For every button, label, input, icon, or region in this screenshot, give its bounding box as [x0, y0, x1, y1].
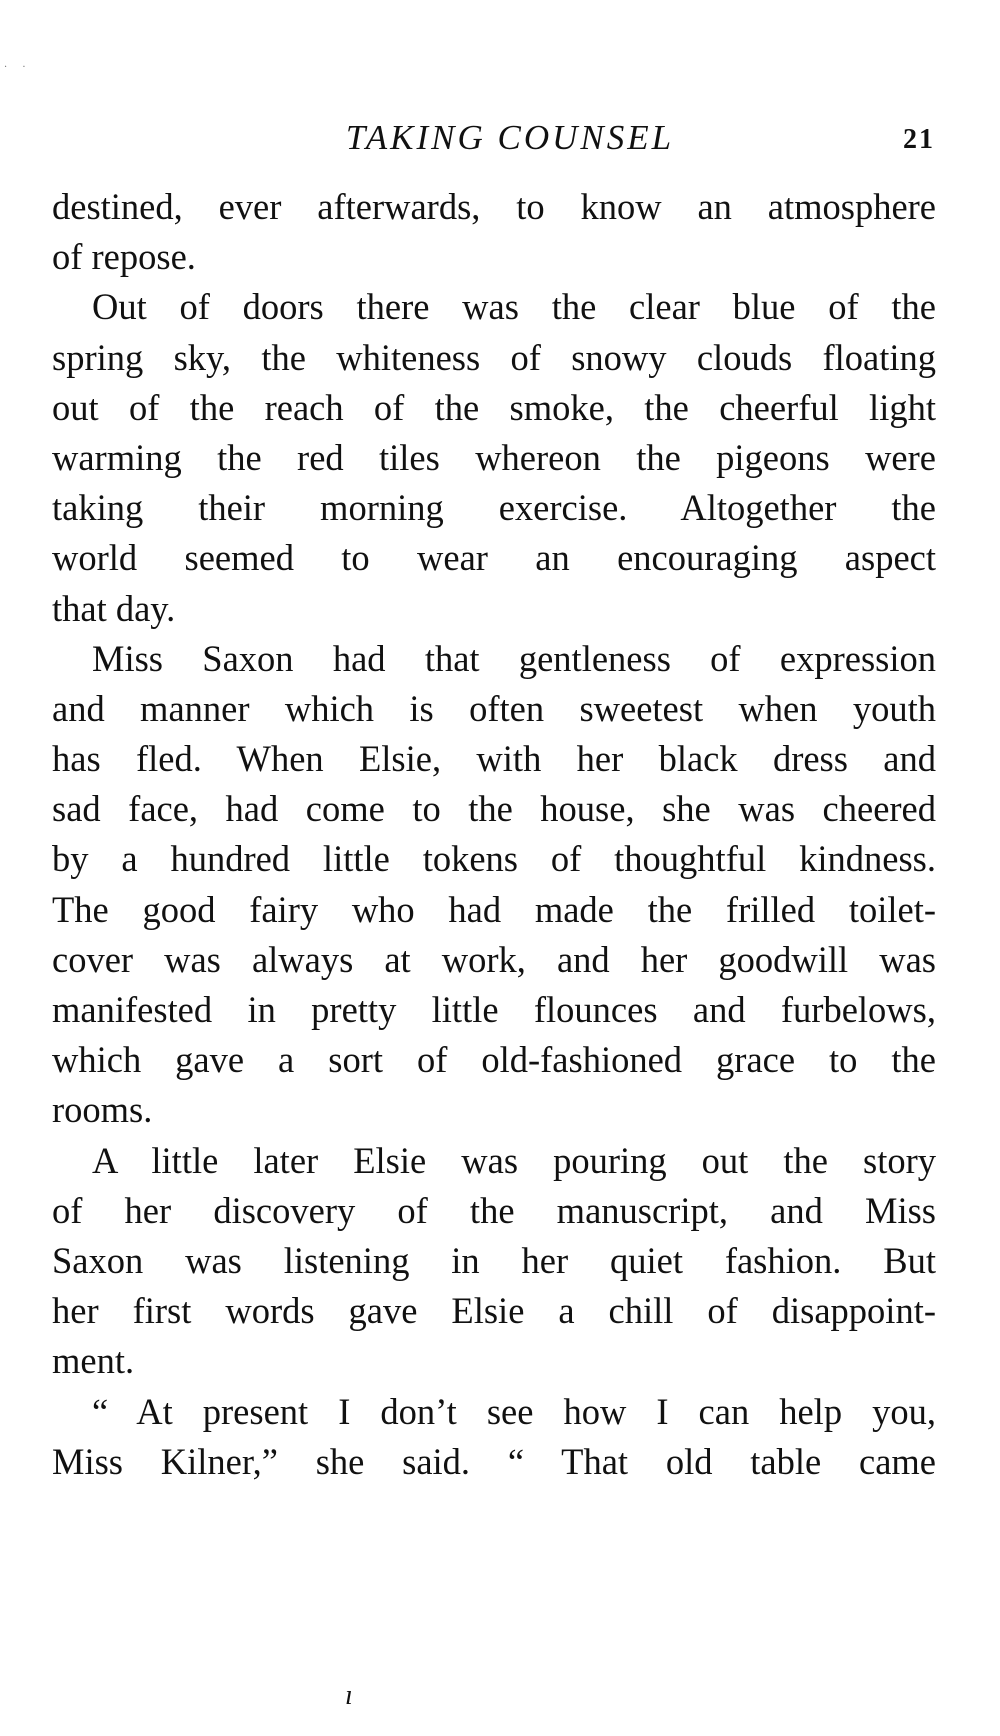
- text-line: rooms.: [52, 1089, 153, 1131]
- text-line: out of the reach of the smoke, the cheerful light: [52, 386, 936, 428]
- text-line: world seemed to wear an encouraging aspect: [52, 537, 936, 579]
- text-line: by a hundred little tokens of thoughtful kindness.: [52, 838, 936, 880]
- body-text: [52, 182, 936, 1487]
- text-line: Miss Saxon had that gentleness of expression: [92, 637, 936, 679]
- text-line: The good fairy who had made the frilled toilet-: [52, 888, 936, 930]
- page-header: [55, 118, 935, 168]
- text-line: taking their morning exercise. Altogether the: [52, 487, 936, 529]
- text-line: destined, ever afterwards, to know an atmosphere: [52, 186, 936, 227]
- text-line: Out of doors there was the clear blue of the: [92, 286, 936, 328]
- text-line: that day.: [52, 587, 176, 629]
- text-line: which gave a sort of old-fashioned grace to the: [52, 1039, 936, 1081]
- text-line: spring sky, the whiteness of snowy clouds floating: [52, 336, 936, 378]
- text-line: manifested in pretty little flounces and furbelows,: [52, 989, 936, 1030]
- text-line: A little later Elsie was pouring out the story: [92, 1139, 936, 1181]
- running-head: TAKING COUNSEL: [345, 118, 675, 157]
- text-line: of her discovery of the manuscript, and Miss: [52, 1189, 936, 1231]
- scan-speck: · ·: [4, 62, 32, 73]
- text-line: “ At present I don’t see how I can help you,: [92, 1390, 936, 1432]
- text-line: ment.: [52, 1340, 135, 1382]
- text-line: her first words gave Elsie a chill of disappoint-: [52, 1290, 936, 1332]
- text-line: cover was always at work, and her goodwill was: [52, 938, 936, 980]
- text-line: warming the red tiles whereon the pigeons were: [52, 436, 936, 478]
- page-number: 21: [903, 124, 935, 155]
- text-line: Miss Kilner,” she said. “ That old table came: [52, 1440, 936, 1482]
- text-line: of repose.: [52, 236, 196, 278]
- footer-mark: ı: [345, 1680, 353, 1711]
- text-line: Saxon was listening in her quiet fashion. But: [52, 1239, 936, 1281]
- text-line: sad face, had come to the house, she was cheered: [52, 788, 936, 830]
- text-line: and manner which is often sweetest when youth: [52, 687, 936, 729]
- text-line: has fled. When Elsie, with her black dress and: [52, 738, 936, 780]
